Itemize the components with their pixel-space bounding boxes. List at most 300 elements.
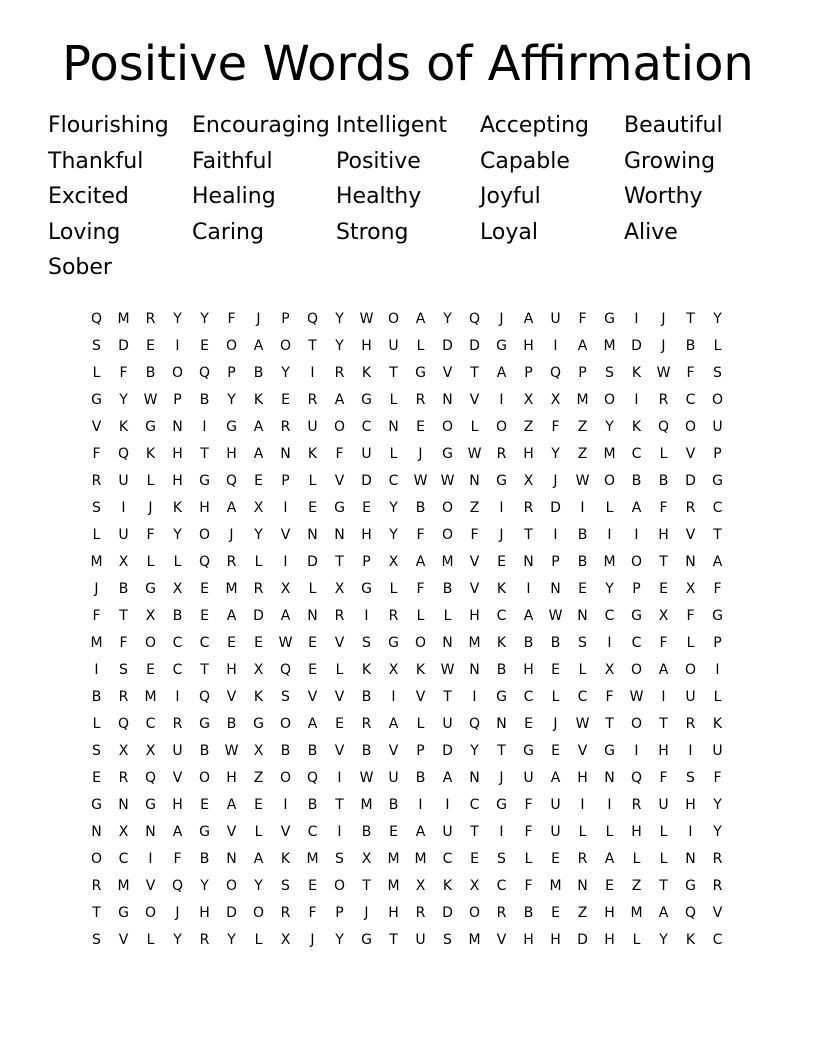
grid-cell[interactable]: V — [145, 878, 156, 894]
grid-cell[interactable]: Y — [254, 527, 263, 543]
grid-cell[interactable]: G — [415, 365, 426, 381]
grid-cell[interactable]: G — [226, 419, 237, 435]
grid-cell[interactable]: A — [226, 608, 237, 624]
grid-cell[interactable]: R — [199, 932, 210, 948]
grid-cell[interactable]: R — [361, 716, 372, 732]
grid-cell[interactable]: I — [418, 797, 423, 813]
grid-cell[interactable]: Q — [657, 419, 670, 435]
grid-cell[interactable]: P — [524, 365, 533, 381]
grid-cell[interactable]: B — [523, 635, 534, 651]
grid-cell[interactable]: Y — [470, 743, 479, 759]
grid-cell[interactable]: D — [442, 905, 453, 921]
grid-cell[interactable]: R — [496, 905, 507, 921]
grid-cell[interactable]: T — [659, 716, 668, 732]
grid-cell[interactable]: I — [715, 662, 720, 678]
grid-cell[interactable]: J — [310, 932, 315, 948]
grid-cell[interactable]: E — [200, 338, 209, 354]
grid-cell[interactable]: I — [634, 311, 639, 327]
grid-cell[interactable]: I — [175, 689, 180, 705]
grid-cell[interactable]: N — [307, 527, 318, 543]
grid-cell[interactable]: M — [468, 635, 481, 651]
grid-cell[interactable]: G — [388, 635, 399, 651]
grid-cell[interactable]: N — [388, 419, 399, 435]
grid-cell[interactable]: I — [337, 770, 342, 786]
grid-cell[interactable]: L — [308, 473, 317, 489]
grid-cell[interactable]: E — [362, 500, 371, 516]
grid-cell[interactable]: E — [308, 662, 317, 678]
grid-cell[interactable]: V — [712, 905, 723, 921]
grid-cell[interactable]: E — [281, 392, 290, 408]
grid-cell[interactable]: L — [416, 716, 425, 732]
grid-cell[interactable]: C — [496, 608, 507, 624]
grid-cell[interactable]: B — [172, 608, 183, 624]
grid-cell[interactable]: Y — [227, 392, 236, 408]
grid-cell[interactable]: S — [281, 689, 290, 705]
grid-cell[interactable]: R — [685, 500, 696, 516]
grid-cell[interactable]: O — [495, 419, 508, 435]
grid-cell[interactable]: G — [145, 581, 156, 597]
grid-cell[interactable]: F — [335, 446, 344, 462]
grid-cell[interactable]: X — [415, 878, 426, 894]
grid-cell[interactable]: U — [388, 338, 399, 354]
grid-cell[interactable]: N — [118, 797, 129, 813]
grid-cell[interactable]: A — [442, 770, 453, 786]
grid-cell[interactable]: I — [499, 500, 504, 516]
grid-cell[interactable]: C — [199, 635, 210, 651]
grid-cell[interactable]: S — [92, 500, 101, 516]
grid-cell[interactable]: Z — [523, 419, 534, 435]
grid-cell[interactable]: S — [578, 635, 587, 651]
grid-cell[interactable]: H — [523, 446, 534, 462]
grid-cell[interactable]: O — [684, 662, 697, 678]
grid-cell[interactable]: H — [604, 932, 615, 948]
grid-cell[interactable]: R — [280, 905, 291, 921]
grid-cell[interactable]: U — [658, 797, 669, 813]
grid-cell[interactable]: R — [415, 392, 426, 408]
grid-cell[interactable]: I — [607, 635, 612, 651]
grid-cell[interactable]: A — [280, 608, 291, 624]
grid-cell[interactable]: H — [523, 662, 534, 678]
grid-cell[interactable]: C — [523, 689, 534, 705]
grid-cell[interactable]: U — [415, 932, 426, 948]
grid-cell[interactable]: C — [145, 716, 156, 732]
grid-cell[interactable]: S — [713, 365, 722, 381]
grid-cell[interactable]: R — [226, 554, 237, 570]
grid-cell[interactable]: T — [335, 797, 344, 813]
grid-cell[interactable]: I — [310, 365, 315, 381]
grid-cell[interactable]: D — [685, 473, 696, 489]
grid-cell[interactable]: M — [441, 554, 454, 570]
grid-cell[interactable]: M — [603, 554, 616, 570]
grid-cell[interactable]: V — [496, 932, 507, 948]
grid-cell[interactable]: P — [551, 554, 560, 570]
grid-cell[interactable]: L — [632, 932, 641, 948]
grid-cell[interactable]: V — [469, 581, 480, 597]
grid-cell[interactable]: M — [603, 338, 616, 354]
grid-cell[interactable]: I — [688, 743, 693, 759]
grid-cell[interactable]: R — [415, 905, 426, 921]
grid-cell[interactable]: N — [469, 770, 480, 786]
grid-cell[interactable]: M — [468, 932, 481, 948]
grid-cell[interactable]: W — [656, 365, 671, 381]
grid-cell[interactable]: U — [550, 311, 561, 327]
grid-cell[interactable]: N — [469, 662, 480, 678]
grid-cell[interactable]: Y — [200, 878, 209, 894]
grid-cell[interactable]: O — [630, 554, 643, 570]
grid-cell[interactable]: H — [604, 905, 615, 921]
grid-cell[interactable]: E — [497, 554, 506, 570]
grid-cell[interactable]: C — [442, 851, 453, 867]
grid-cell[interactable]: H — [658, 527, 669, 543]
grid-cell[interactable]: E — [551, 905, 560, 921]
grid-cell[interactable]: A — [415, 824, 426, 840]
grid-cell[interactable]: F — [308, 905, 317, 921]
grid-cell[interactable]: F — [92, 446, 101, 462]
grid-cell[interactable]: E — [92, 770, 101, 786]
grid-cell[interactable]: A — [712, 554, 723, 570]
grid-cell[interactable]: H — [523, 338, 534, 354]
grid-cell[interactable]: G — [496, 689, 507, 705]
grid-cell[interactable]: Y — [659, 932, 668, 948]
grid-cell[interactable]: Q — [684, 905, 697, 921]
grid-cell[interactable]: X — [253, 743, 264, 759]
grid-cell[interactable]: F — [173, 851, 182, 867]
grid-cell[interactable]: G — [253, 716, 264, 732]
grid-cell[interactable]: P — [416, 743, 425, 759]
grid-cell[interactable]: S — [92, 932, 101, 948]
grid-cell[interactable]: Z — [631, 878, 642, 894]
grid-cell[interactable]: D — [307, 554, 318, 570]
grid-cell[interactable]: Q — [279, 662, 292, 678]
grid-cell[interactable]: V — [280, 527, 291, 543]
grid-cell[interactable]: W — [359, 311, 374, 327]
grid-cell[interactable]: F — [119, 635, 128, 651]
grid-cell[interactable]: T — [713, 527, 722, 543]
grid-cell[interactable]: V — [334, 635, 345, 651]
grid-cell[interactable]: R — [91, 878, 102, 894]
grid-cell[interactable]: M — [387, 878, 400, 894]
grid-cell[interactable]: R — [280, 419, 291, 435]
grid-cell[interactable]: L — [605, 824, 614, 840]
grid-cell[interactable]: I — [526, 581, 531, 597]
grid-cell[interactable]: W — [548, 608, 563, 624]
grid-cell[interactable]: N — [91, 824, 102, 840]
grid-cell[interactable]: Q — [144, 770, 157, 786]
grid-cell[interactable]: E — [200, 581, 209, 597]
grid-cell[interactable]: R — [118, 689, 129, 705]
grid-cell[interactable]: R — [685, 716, 696, 732]
grid-cell[interactable]: E — [416, 419, 425, 435]
grid-cell[interactable]: W — [440, 473, 455, 489]
grid-cell[interactable]: H — [226, 770, 237, 786]
grid-cell[interactable]: G — [361, 932, 372, 948]
grid-cell[interactable]: C — [577, 689, 588, 705]
grid-cell[interactable]: G — [199, 716, 210, 732]
grid-cell[interactable]: A — [577, 338, 588, 354]
grid-cell[interactable]: B — [199, 743, 210, 759]
grid-cell[interactable]: O — [603, 392, 616, 408]
grid-cell[interactable]: U — [442, 716, 453, 732]
grid-cell[interactable]: A — [253, 338, 264, 354]
grid-cell[interactable]: P — [335, 905, 344, 921]
grid-cell[interactable]: B — [91, 689, 102, 705]
grid-cell[interactable]: Y — [713, 824, 722, 840]
grid-cell[interactable]: N — [307, 608, 318, 624]
grid-cell[interactable]: N — [685, 851, 696, 867]
grid-cell[interactable]: G — [442, 446, 453, 462]
grid-cell[interactable]: R — [307, 392, 318, 408]
grid-cell[interactable]: N — [172, 419, 183, 435]
grid-cell[interactable]: Y — [254, 878, 263, 894]
grid-cell[interactable]: L — [146, 473, 155, 489]
grid-cell[interactable]: B — [361, 824, 372, 840]
grid-cell[interactable]: I — [94, 662, 99, 678]
grid-cell[interactable]: H — [361, 527, 372, 543]
grid-cell[interactable]: S — [119, 662, 128, 678]
grid-cell[interactable]: W — [278, 635, 293, 651]
grid-cell[interactable]: J — [418, 446, 423, 462]
grid-cell[interactable]: E — [146, 662, 155, 678]
grid-cell[interactable]: O — [603, 473, 616, 489]
grid-cell[interactable]: B — [577, 527, 588, 543]
grid-cell[interactable]: W — [629, 689, 644, 705]
grid-cell[interactable]: L — [524, 851, 533, 867]
grid-cell[interactable]: Q — [198, 689, 211, 705]
grid-cell[interactable]: A — [523, 311, 534, 327]
grid-cell[interactable]: P — [173, 392, 182, 408]
grid-cell[interactable]: I — [283, 554, 288, 570]
grid-cell[interactable]: S — [497, 851, 506, 867]
grid-cell[interactable]: K — [631, 365, 642, 381]
grid-cell[interactable]: X — [145, 608, 156, 624]
grid-cell[interactable]: M — [117, 311, 130, 327]
grid-cell[interactable]: F — [524, 878, 533, 894]
grid-cell[interactable]: F — [416, 581, 425, 597]
grid-cell[interactable]: R — [145, 311, 156, 327]
grid-cell[interactable]: L — [416, 608, 425, 624]
grid-cell[interactable]: X — [172, 581, 183, 597]
grid-cell[interactable]: W — [224, 743, 239, 759]
grid-cell[interactable]: F — [605, 689, 614, 705]
grid-cell[interactable]: P — [281, 473, 290, 489]
grid-cell[interactable]: G — [496, 473, 507, 489]
grid-cell[interactable]: M — [630, 905, 643, 921]
grid-cell[interactable]: T — [389, 932, 398, 948]
grid-cell[interactable]: Y — [389, 527, 398, 543]
grid-cell[interactable]: I — [175, 338, 180, 354]
grid-cell[interactable]: O — [198, 770, 211, 786]
grid-cell[interactable]: Q — [306, 311, 319, 327]
grid-cell[interactable]: I — [391, 689, 396, 705]
grid-cell[interactable]: C — [172, 662, 183, 678]
grid-cell[interactable]: L — [713, 338, 722, 354]
grid-cell[interactable]: P — [632, 581, 641, 597]
grid-cell[interactable]: P — [713, 446, 722, 462]
grid-cell[interactable]: D — [442, 338, 453, 354]
grid-cell[interactable]: L — [254, 824, 263, 840]
grid-cell[interactable]: O — [630, 662, 643, 678]
grid-cell[interactable]: L — [254, 932, 263, 948]
grid-cell[interactable]: O — [144, 905, 157, 921]
grid-cell[interactable]: R — [523, 500, 534, 516]
grid-cell[interactable]: S — [281, 878, 290, 894]
grid-cell[interactable]: W — [413, 473, 428, 489]
grid-cell[interactable]: G — [361, 392, 372, 408]
grid-cell[interactable]: O — [441, 527, 454, 543]
grid-cell[interactable]: W — [359, 770, 374, 786]
grid-cell[interactable]: C — [118, 851, 129, 867]
grid-cell[interactable]: A — [631, 500, 642, 516]
grid-cell[interactable]: L — [551, 689, 560, 705]
grid-cell[interactable]: G — [604, 743, 615, 759]
grid-cell[interactable]: K — [442, 878, 453, 894]
grid-cell[interactable]: K — [415, 662, 426, 678]
grid-cell[interactable]: E — [146, 338, 155, 354]
grid-cell[interactable]: F — [659, 770, 668, 786]
grid-cell[interactable]: H — [361, 338, 372, 354]
grid-cell[interactable]: E — [335, 716, 344, 732]
grid-cell[interactable]: R — [631, 797, 642, 813]
grid-cell[interactable]: T — [119, 608, 128, 624]
grid-cell[interactable]: D — [550, 500, 561, 516]
grid-cell[interactable]: T — [497, 743, 506, 759]
grid-cell[interactable]: T — [605, 716, 614, 732]
grid-cell[interactable]: W — [575, 473, 590, 489]
grid-cell[interactable]: R — [388, 608, 399, 624]
grid-cell[interactable]: V — [226, 689, 237, 705]
grid-cell[interactable]: O — [630, 716, 643, 732]
grid-cell[interactable]: C — [469, 797, 480, 813]
grid-cell[interactable]: B — [631, 473, 642, 489]
grid-cell[interactable]: G — [604, 311, 615, 327]
grid-cell[interactable]: L — [632, 851, 641, 867]
grid-cell[interactable]: C — [388, 473, 399, 489]
grid-cell[interactable]: Q — [225, 473, 238, 489]
grid-cell[interactable]: O — [279, 338, 292, 354]
grid-cell[interactable]: C — [631, 446, 642, 462]
grid-cell[interactable]: O — [279, 716, 292, 732]
grid-cell[interactable]: U — [550, 797, 561, 813]
grid-cell[interactable]: V — [280, 824, 291, 840]
grid-cell[interactable]: O — [225, 338, 238, 354]
grid-cell[interactable]: N — [604, 770, 615, 786]
grid-cell[interactable]: D — [253, 608, 264, 624]
grid-cell[interactable]: M — [306, 851, 319, 867]
grid-cell[interactable]: B — [442, 581, 453, 597]
grid-cell[interactable]: R — [172, 716, 183, 732]
grid-cell[interactable]: B — [523, 905, 534, 921]
grid-cell[interactable]: T — [470, 365, 479, 381]
grid-cell[interactable]: X — [118, 824, 129, 840]
grid-cell[interactable]: F — [686, 608, 695, 624]
grid-cell[interactable]: B — [685, 338, 696, 354]
grid-cell[interactable]: O — [441, 419, 454, 435]
grid-cell[interactable]: K — [712, 716, 723, 732]
grid-cell[interactable]: A — [523, 608, 534, 624]
grid-cell[interactable]: M — [387, 851, 400, 867]
grid-cell[interactable]: G — [91, 392, 102, 408]
grid-cell[interactable]: N — [145, 824, 156, 840]
grid-cell[interactable]: G — [712, 473, 723, 489]
grid-cell[interactable]: T — [335, 554, 344, 570]
grid-cell[interactable]: F — [659, 500, 668, 516]
grid-cell[interactable]: N — [523, 554, 534, 570]
grid-cell[interactable]: X — [145, 743, 156, 759]
grid-cell[interactable]: G — [199, 824, 210, 840]
grid-cell[interactable]: Q — [630, 770, 643, 786]
grid-cell[interactable]: S — [335, 851, 344, 867]
grid-cell[interactable]: O — [387, 311, 400, 327]
grid-cell[interactable]: P — [713, 635, 722, 651]
grid-cell[interactable]: N — [442, 392, 453, 408]
grid-cell[interactable]: J — [229, 527, 234, 543]
grid-cell[interactable]: Y — [200, 311, 209, 327]
grid-cell[interactable]: D — [631, 338, 642, 354]
grid-cell[interactable]: Y — [443, 311, 452, 327]
grid-cell[interactable]: X — [469, 878, 480, 894]
grid-cell[interactable]: X — [118, 743, 129, 759]
grid-cell[interactable]: N — [577, 878, 588, 894]
grid-cell[interactable]: R — [496, 446, 507, 462]
grid-cell[interactable]: G — [685, 878, 696, 894]
grid-cell[interactable]: D — [577, 932, 588, 948]
grid-cell[interactable]: G — [145, 797, 156, 813]
grid-cell[interactable]: B — [577, 554, 588, 570]
grid-cell[interactable]: L — [416, 338, 425, 354]
grid-cell[interactable]: A — [415, 554, 426, 570]
grid-cell[interactable]: S — [92, 743, 101, 759]
grid-cell[interactable]: D — [118, 338, 129, 354]
grid-cell[interactable]: G — [361, 581, 372, 597]
grid-cell[interactable]: Y — [713, 311, 722, 327]
grid-cell[interactable]: F — [713, 581, 722, 597]
grid-cell[interactable]: W — [467, 446, 482, 462]
grid-cell[interactable]: Z — [577, 905, 588, 921]
grid-cell[interactable]: X — [523, 392, 534, 408]
grid-cell[interactable]: U — [712, 419, 723, 435]
grid-cell[interactable]: T — [470, 824, 479, 840]
grid-cell[interactable]: E — [254, 797, 263, 813]
grid-cell[interactable]: G — [523, 743, 534, 759]
grid-cell[interactable]: T — [524, 527, 533, 543]
grid-cell[interactable]: E — [470, 851, 479, 867]
grid-cell[interactable]: H — [226, 662, 237, 678]
grid-cell[interactable]: U — [118, 473, 129, 489]
grid-cell[interactable]: I — [121, 500, 126, 516]
grid-cell[interactable]: Y — [335, 338, 344, 354]
grid-cell[interactable]: B — [199, 392, 210, 408]
grid-cell[interactable]: K — [361, 662, 372, 678]
grid-cell[interactable]: Y — [173, 311, 182, 327]
grid-cell[interactable]: R — [712, 878, 723, 894]
grid-cell[interactable]: I — [445, 797, 450, 813]
grid-cell[interactable]: V — [118, 932, 129, 948]
grid-cell[interactable]: P — [227, 365, 236, 381]
grid-cell[interactable]: D — [226, 905, 237, 921]
grid-cell[interactable]: M — [117, 878, 130, 894]
grid-cell[interactable]: B — [307, 743, 318, 759]
grid-cell[interactable]: G — [334, 500, 345, 516]
grid-cell[interactable]: B — [496, 662, 507, 678]
grid-cell[interactable]: O — [171, 365, 184, 381]
grid-cell[interactable]: R — [658, 392, 669, 408]
grid-cell[interactable]: C — [685, 392, 696, 408]
grid-cell[interactable]: T — [200, 662, 209, 678]
grid-cell[interactable]: V — [685, 527, 696, 543]
grid-cell[interactable]: E — [254, 473, 263, 489]
grid-cell[interactable]: A — [334, 392, 345, 408]
grid-cell[interactable]: J — [661, 338, 666, 354]
